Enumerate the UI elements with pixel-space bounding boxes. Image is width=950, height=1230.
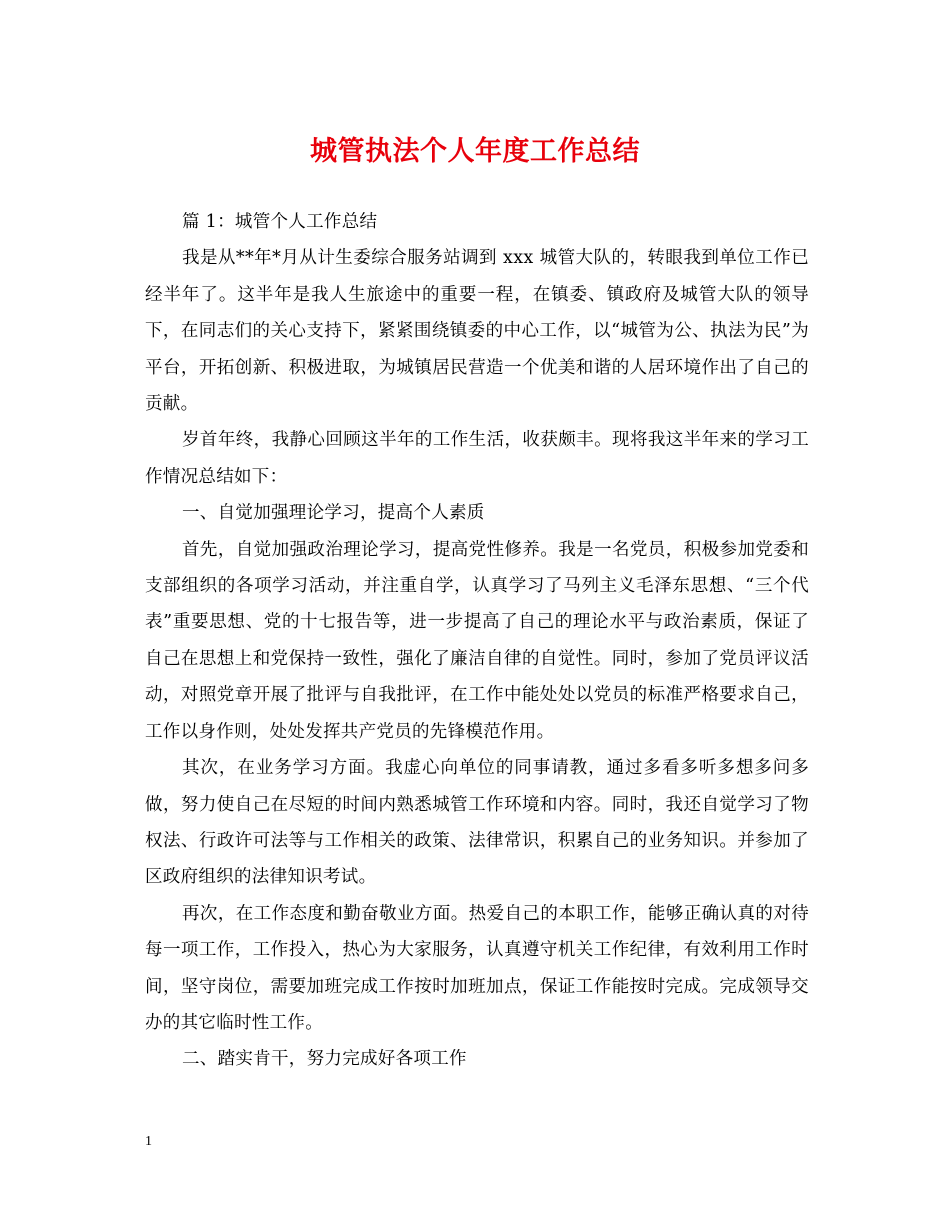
page-number: 1 <box>145 1134 152 1149</box>
paragraph-intro: 我是从**年*月从计生委综合服务站调到 xxx 城管大队的，转眼我到单位工作已经半年了。这半年是我人生旅途中的重要一程，在镇委、镇政府及城管大队的领导下，在同志们的关心支持下，紧紧围绕镇委的中心工作，以“城管为公、执法为民”为平台，开拓创新、积极进取，为城镇居民营造一个优美和谐的人居环境作出了自己的贡献。 <box>145 248 809 415</box>
section-heading-article-1: 篇 1：城管个人工作总结 <box>182 212 378 232</box>
document-title: 城管执法个人年度工作总结 <box>310 136 640 167</box>
document-body <box>145 204 809 1078</box>
paragraph-review: 岁首年终，我静心回顾这半年的工作生活，收获颇丰。现将我这半年来的学习工作情况总结如下： <box>145 430 809 487</box>
paragraph-business-study: 其次，在业务学习方面。我虚心向单位的同事请教，通过多看多听多想多问多做，努力使自己在尽短的时间内熟悉城管工作环境和内容。同时，我还自觉学习了物权法、行政许可法等与工作相关的政策、法律常识，积累自己的业务知识。并参加了区政府组织的法律知识考试。 <box>145 758 809 888</box>
section-heading-theory-study: 一、自觉加强理论学习，提高个人素质 <box>182 503 485 524</box>
section-heading-work-tasks: 二、踏实肯干，努力完成好各项工作 <box>182 1049 467 1070</box>
paragraph-political-study: 首先，自觉加强政治理论学习，提高党性修养。我是一名党员，积极参加党委和支部组织的各项学习活动，并注重自学，认真学习了马列主义毛泽东思想、“三个代表”重要思想、党的十七报告等，进一步提高了自己的理论水平与政治素质，保证了自己在思想上和党保持一致性，强化了廉洁自律的自觉性。同时，参加了党员评议活动，对照党章开展了批评与自我批评，在工作中能处处以党员的标准严格要求自己，工作以身作则，处处发挥共产党员的先锋模范作用。 <box>145 539 809 742</box>
paragraph-work-attitude: 再次，在工作态度和勤奋敬业方面。热爱自己的本职工作，能够正确认真的对待每一项工作，工作投入，热心为大家服务，认真遵守机关工作纪律，有效利用工作时间，坚守岗位，需要加班完成工作按时加班加点，保证工作能按时完成。完成领导交办的其它临时性工作。 <box>145 903 809 1033</box>
